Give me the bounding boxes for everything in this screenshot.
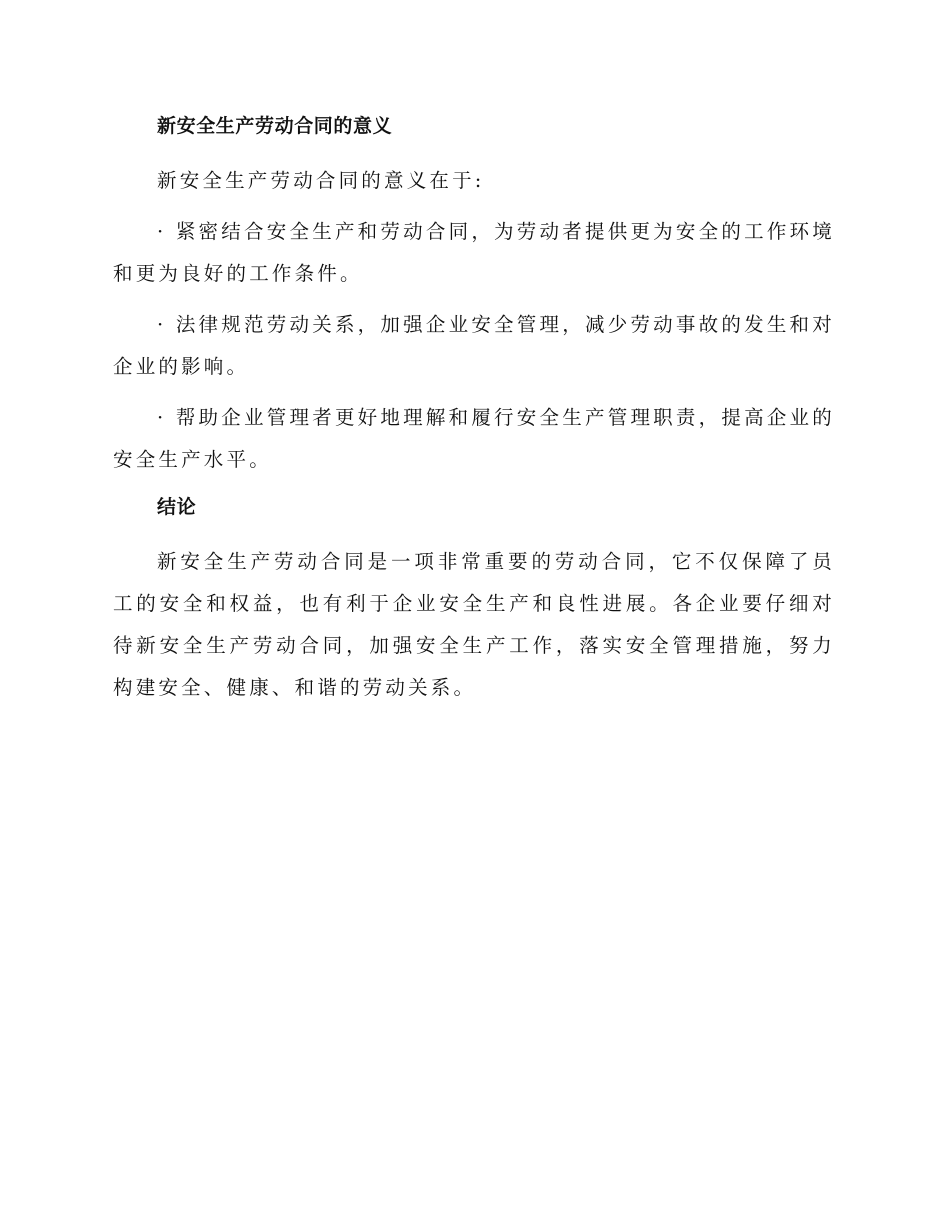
paragraph-intro: 新安全生产劳动合同的意义在于: — [157, 169, 485, 192]
bullet-paragraph-1: · 紧密结合安全生产和劳动合同，为劳动者提供更为安全的工作环境和更为良好的工作条件。 — [113, 220, 835, 285]
section-heading-significance: 新安全生产劳动合同的意义 — [157, 115, 393, 137]
paragraph-conclusion: 新安全生产劳动合同是一项非常重要的劳动合同，它不仅保障了员工的安全和权益，也有利于企业安全生产和良性进展。各企业要仔细对待新安全生产劳动合同，加强安全生产工作，落实安全管理措施，努力构建安全、健康、和谐的劳动关系。 — [113, 550, 835, 699]
bullet-paragraph-2: · 法律规范劳动关系，加强企业安全管理，减少劳动事故的发生和对企业的影响。 — [113, 313, 835, 378]
section-heading-conclusion: 结论 — [157, 496, 197, 518]
bullet-paragraph-3: · 帮助企业管理者更好地理解和履行安全生产管理职责，提高企业的安全生产水平。 — [113, 406, 835, 471]
document-content — [113, 110, 835, 709]
